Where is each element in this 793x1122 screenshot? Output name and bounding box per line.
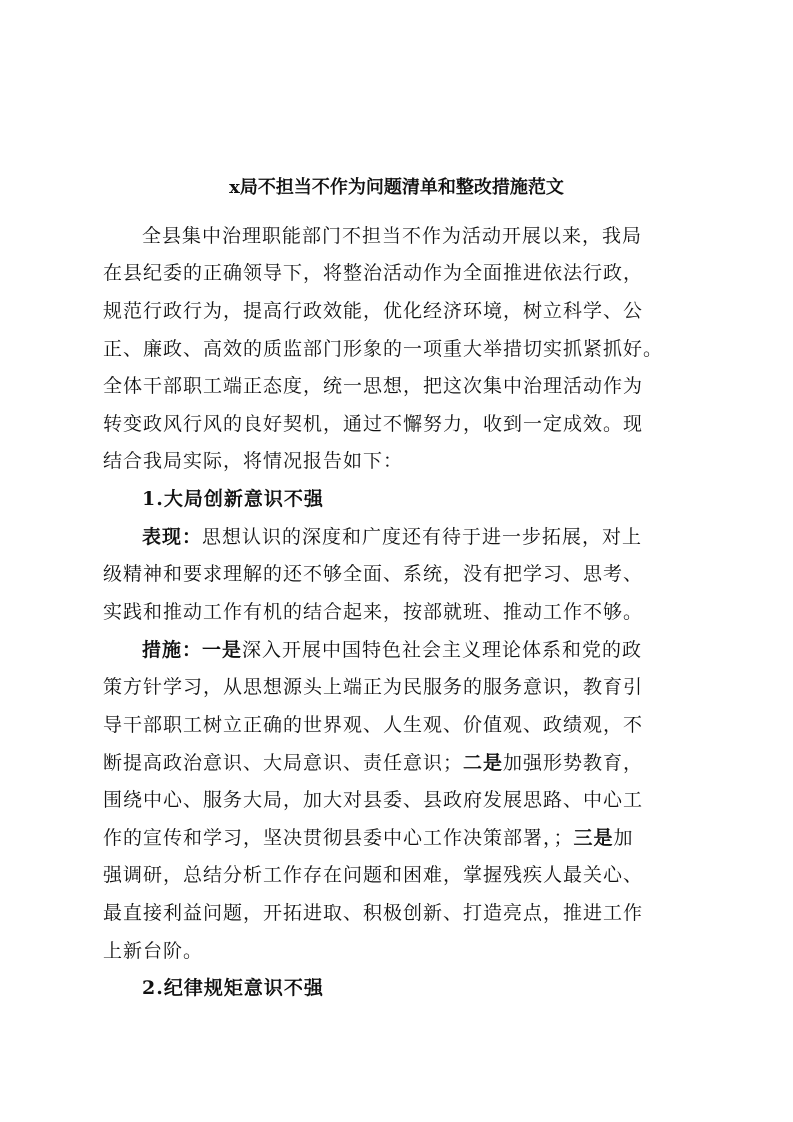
- cuoshi-line-7: 强调研，总结分析工作存在问题和困难，掌握残疾人最关心、: [103, 864, 644, 886]
- intro-line-7: 结合我局实际，将情况报告如下：: [103, 450, 404, 472]
- biaoxian-label: 表现：: [142, 526, 203, 548]
- cuoshi-text-4b: 加强形势教育，: [503, 752, 644, 774]
- cuoshi-line-2: 策方针学习，从思想源头上端正为民服务的服务意识，教育引: [103, 676, 644, 698]
- cuoshi-line-4: [103, 750, 643, 776]
- biaoxian-line-2: 级精神和要求理解的还不够全面、系统，没有把学习、思考、: [103, 563, 644, 585]
- section-heading-2: 2.纪律规矩意识不强: [142, 977, 324, 999]
- biaoxian-line-3: 实践和推动工作有机的结合起来，按部就班、推动工作不够。: [103, 601, 644, 623]
- intro-line-3: 规范行政行为，提高行政效能，优化经济环境，树立科学、公: [103, 300, 644, 322]
- biaoxian-text-1: 思想认识的深度和广度还有待于进一步拓展，对上: [202, 526, 643, 548]
- cuoshi-label: 措施：: [142, 639, 203, 661]
- intro-line-1: 全县集中治理职能部门不担当不作为活动开展以来，我局: [142, 225, 643, 247]
- intro-line-2: 在县纪委的正确领导下，将整治活动作为全面推进依法行政，: [103, 262, 644, 284]
- cuoshi-text-6b: 加: [613, 827, 634, 849]
- cuoshi-text-6a: 作的宣传和学习，坚决贯彻县委中心工作决策部署，；: [103, 827, 574, 849]
- cuoshi-line-6: [103, 825, 634, 851]
- ershi-label: 二是: [463, 752, 504, 774]
- cuoshi-text-1: 深入开展中国特色社会主义理论体系和党的政: [242, 639, 643, 661]
- sanshi-label: 三是: [573, 827, 614, 849]
- cuoshi-text-4a: 断提高政治意识、大局意识、责任意识；: [103, 752, 464, 774]
- intro-line-4: 正、廉政、高效的质监部门形象的一项重大举措切实抓紧抓好。: [103, 338, 664, 360]
- yishi-label: 一是: [202, 639, 243, 661]
- cuoshi-line-1: [142, 637, 642, 663]
- cuoshi-line-5: 围绕中心、服务大局，加大对县委、县政府发展思路、中心工: [103, 789, 644, 811]
- document-title: x局不担当不作为问题清单和整改措施范文: [229, 177, 564, 198]
- intro-line-6: 转变政风行风的良好契机，通过不懈努力，收到一定成效。现: [103, 413, 644, 435]
- section-heading-1: 1.大局创新意识不强: [142, 488, 324, 510]
- biaoxian-line-1: [142, 524, 642, 550]
- cuoshi-line-9: 上新台阶。: [103, 940, 204, 962]
- cuoshi-line-3: 导干部职工树立正确的世界观、人生观、价值观、政绩观，不: [103, 714, 644, 736]
- cuoshi-line-8: 最直接利益问题，开拓进取、积极创新、打造亮点，推进工作: [103, 902, 644, 924]
- intro-line-5: 全体干部职工端正态度，统一思想，把这次集中治理活动作为: [103, 375, 644, 397]
